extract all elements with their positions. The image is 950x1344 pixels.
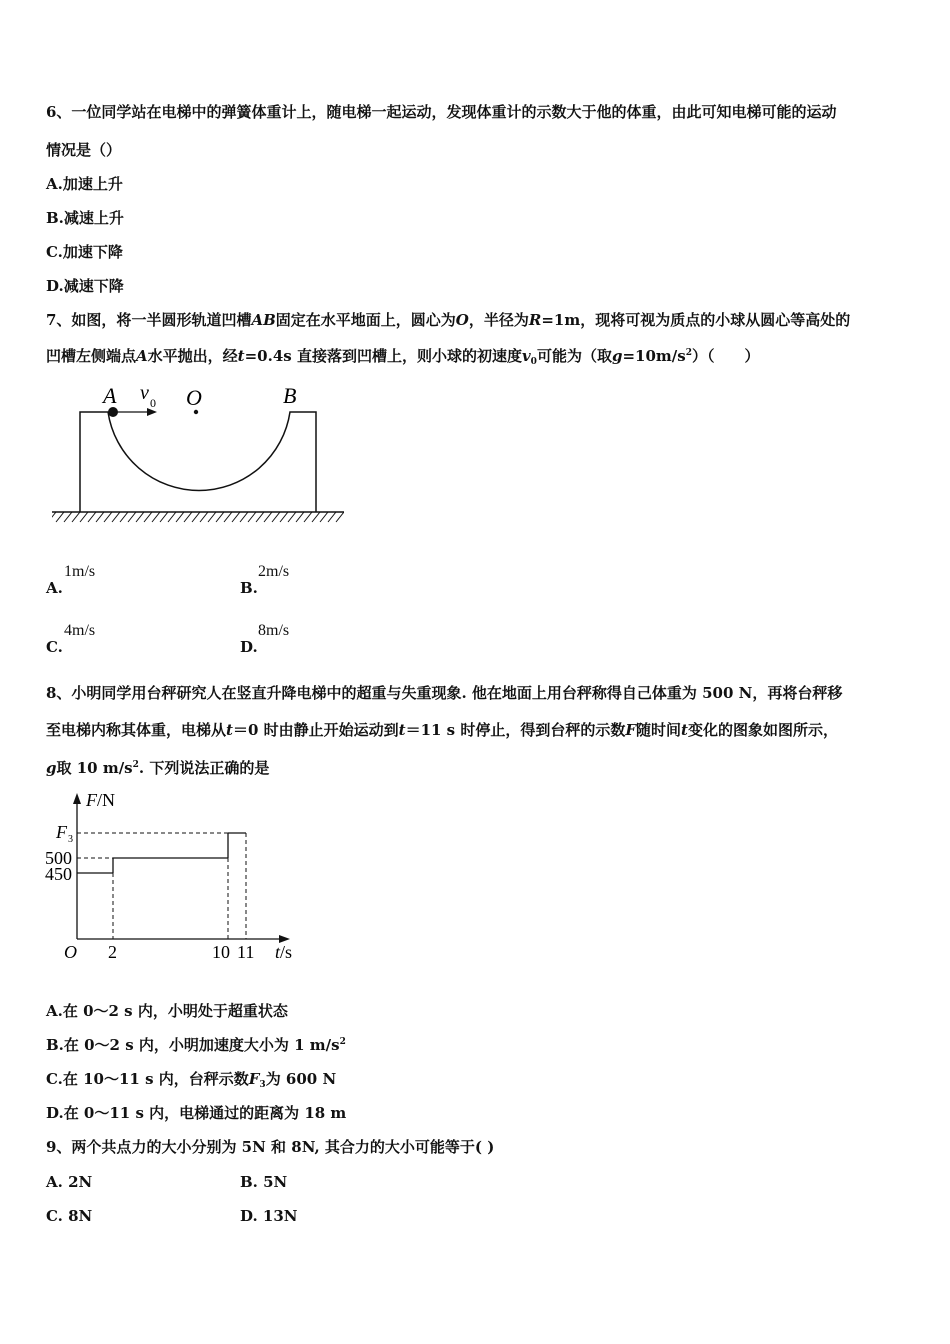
q8-option-c: C.在 10～11 s 内，台秤示数$F_3$为 600 N	[46, 1070, 337, 1090]
q8-force-time-chart	[0, 780, 330, 980]
y-tick-f3-subscript: 3	[68, 834, 73, 845]
q6-option-c: C.加速下降	[46, 243, 123, 261]
hatch-mark	[136, 512, 144, 522]
q9-stem: 9、两个共点力的大小分别为 5N 和 8N, 其合力的大小可能等于( )	[46, 1138, 495, 1156]
q7-option-d-letter: D.	[240, 638, 258, 656]
hatch-mark	[280, 512, 288, 522]
hatch-mark	[144, 512, 152, 522]
hatch-mark	[296, 512, 304, 522]
hatch-mark	[128, 512, 136, 522]
q7-option-b-letter: B.	[240, 579, 258, 597]
label-v-subscript: 0	[150, 396, 156, 410]
label-a: A	[103, 383, 117, 408]
q7-option-d-value: 8m/s	[258, 622, 290, 639]
q8-option-d: D.在 0～11 s 内，电梯通过的距离为 18 m	[46, 1104, 347, 1122]
center-point-o	[194, 410, 198, 414]
x-tick-label-10: 10	[212, 942, 230, 962]
hatch-mark	[96, 512, 104, 522]
hatch-mark	[240, 512, 248, 522]
hatch-mark	[248, 512, 256, 522]
hatch-mark	[264, 512, 272, 522]
hatch-mark	[64, 512, 72, 522]
q7-option-a-value: 1m/s	[64, 563, 96, 580]
hatch-mark	[168, 512, 176, 522]
hatch-mark	[72, 512, 80, 522]
hatch-mark	[304, 512, 312, 522]
q7-option-b-value: 2m/s	[258, 563, 290, 580]
hatch-mark	[192, 512, 200, 522]
q8-stem-line2: 至电梯内称其体重，电梯从t＝0 时由静止开始运动到t＝11 s 时停止，得到台秤的示数F随时间t变化的图象如图所示，	[46, 721, 838, 739]
hatch-mark	[80, 512, 88, 522]
hatch-mark	[272, 512, 280, 522]
q8-stem-line3: g取 10 $m/s^2$. 下列说法正确的是	[46, 759, 270, 777]
hatch-mark	[200, 512, 208, 522]
y-tick-label-500: 500	[45, 848, 72, 868]
hatch-mark	[104, 512, 112, 522]
track-outline	[80, 412, 316, 512]
q7-semicircle-track-figure	[0, 375, 360, 535]
y-tick-f3: F	[56, 822, 67, 842]
label-v: v	[140, 382, 149, 404]
q9-option-a: A. 2N	[46, 1173, 93, 1191]
hatch-mark	[328, 512, 336, 522]
origin-label: O	[64, 942, 77, 962]
hatch-mark	[320, 512, 328, 522]
hatch-mark	[216, 512, 224, 522]
q7-option-a-letter: A.	[46, 579, 63, 597]
hatch-mark	[152, 512, 160, 522]
hatch-mark	[120, 512, 128, 522]
q6-option-d: D.减速下降	[46, 277, 124, 295]
q8-stem-line1: 8、小明同学用台秤研究人在竖直升降电梯中的超重与失重现象. 他在地面上用台秤称得自己体重为 500 N，再将台秤移	[46, 684, 843, 702]
q7-option-c-letter: C.	[46, 638, 63, 656]
hatch-mark	[184, 512, 192, 522]
x-tick-label-2: 2	[108, 942, 117, 962]
x-axis-label: t/s	[275, 942, 293, 962]
q6-option-b: B.减速上升	[46, 209, 124, 227]
y-axis-arrowhead	[73, 793, 81, 804]
hatch-mark	[56, 512, 64, 522]
hatch-mark	[208, 512, 216, 522]
y-axis-label: F/N	[86, 790, 115, 810]
hatch-mark	[160, 512, 168, 522]
q9-option-c: C. 8N	[46, 1207, 93, 1225]
hatch-mark	[312, 512, 320, 522]
hatch-mark	[176, 512, 184, 522]
label-b: B	[283, 383, 297, 408]
y-tick-label-450: 450	[45, 864, 72, 884]
hatch-mark	[48, 512, 56, 522]
hatch-mark	[288, 512, 296, 522]
ground-hatch	[48, 512, 344, 522]
q6-stem-line2: 情况是（）	[46, 141, 122, 159]
hatch-mark	[112, 512, 120, 522]
q6-stem-line1: 6、一位同学站在电梯中的弹簧体重计上，随电梯一起运动，发现体重计的示数大于他的体重，由此可知电梯可能的运动	[46, 103, 837, 121]
hatch-mark	[232, 512, 240, 522]
q9-option-d: D. 13N	[240, 1207, 298, 1225]
q9-option-b: B. 5N	[240, 1173, 288, 1191]
hatch-mark	[336, 512, 344, 522]
q7-option-c-value: 4m/s	[64, 622, 96, 639]
q7-stem-line1: 7、如图，将一半圆形轨道凹槽AB固定在水平地面上，圆心为O，半径为R=1m，现将可视为质点的小球从圆心等高处的	[46, 311, 851, 329]
hatch-mark	[88, 512, 96, 522]
label-o: O	[186, 385, 202, 410]
q8-option-b: B.在 0～2 s 内，小明加速度大小为 1 $m/s^2$	[46, 1036, 346, 1054]
hatch-mark	[256, 512, 264, 522]
x-tick-label-11: 11	[237, 942, 255, 962]
q7-stem-line2: 凹槽左侧端点A水平抛出，经t=0.4s 直接落到凹槽上，则小球的初速度$v_0$可能为（取$g=10m/s^2$）（ ）	[46, 347, 760, 367]
q6-option-a: A.加速上升	[46, 175, 123, 193]
hatch-mark	[224, 512, 232, 522]
q8-option-a: A.在 0～2 s 内，小明处于超重状态	[46, 1002, 288, 1020]
